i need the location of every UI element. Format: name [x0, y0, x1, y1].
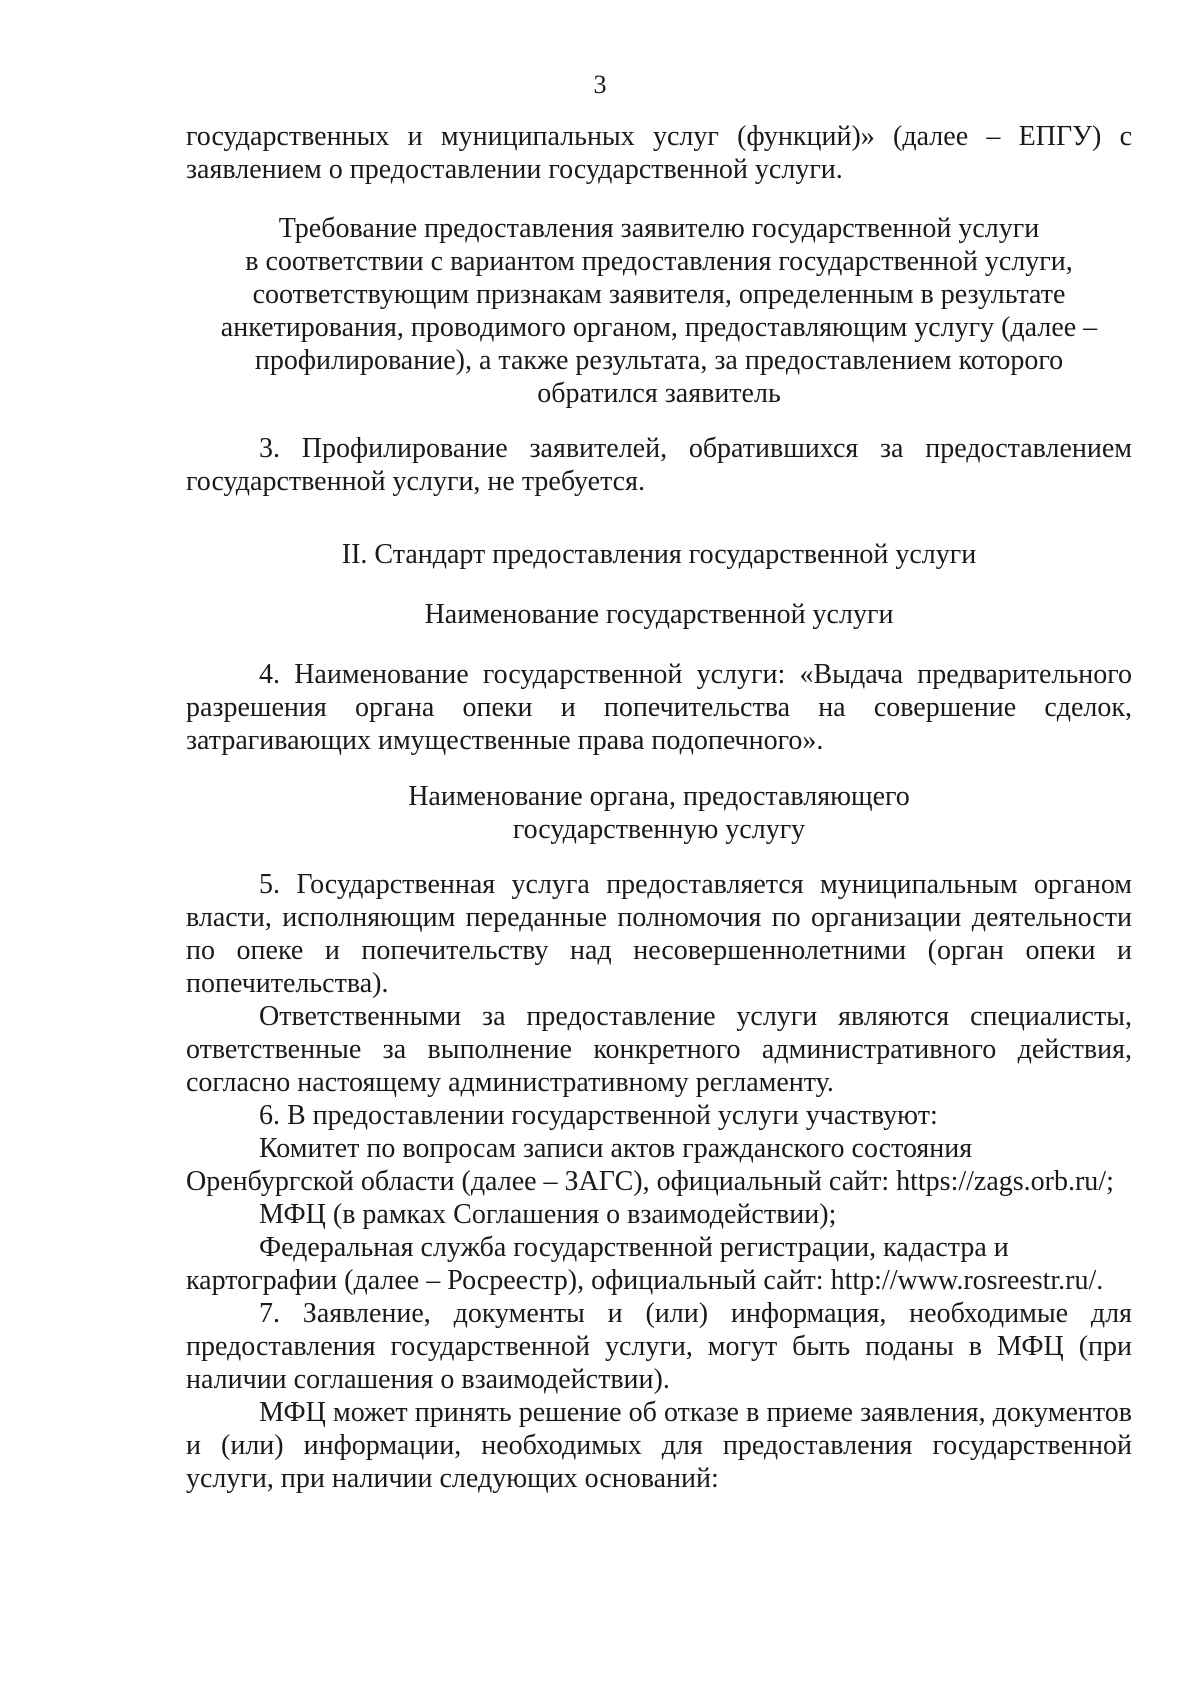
text-line: наличии соглашения о взаимодействии). — [186, 1364, 670, 1395]
text-line: заявлением о предоставлении государственной услуги. — [186, 154, 843, 185]
heading-profiling — [186, 212, 1132, 410]
text-line: Комитет по вопросам записи актов гражданского состояния — [259, 1133, 973, 1164]
text-line: 6. В предоставлении государственной услуги участвуют: — [259, 1100, 938, 1131]
heading-line: анкетирования, проводимого органом, предоставляющим услугу (далее – — [220, 312, 1098, 343]
heading-line: государственную услугу — [512, 814, 806, 845]
text-line: разрешения органа опеки и попечительства на совершение сделок, — [186, 692, 1132, 723]
intro-paragraph — [186, 120, 1132, 186]
heading-line: профилирование), а также результата, за предоставлением которого — [254, 345, 1064, 376]
heading-line: в соответствии с вариантом предоставления государственной услуги, — [245, 246, 1073, 277]
paragraph-5b — [186, 1000, 1132, 1099]
text-line: попечительства). — [186, 968, 389, 999]
text-line: затрагивающих имущественные права подопечного». — [186, 725, 824, 756]
paragraph-5 — [186, 868, 1132, 1000]
text-line: МФЦ (в рамках Соглашения о взаимодействии); — [259, 1199, 837, 1230]
page-number: 3 — [593, 70, 607, 99]
text-line: 7. Заявление, документы и (или) информация, необходимые для — [259, 1298, 1132, 1329]
text-line: МФЦ может принять решение об отказе в приеме заявления, документов — [259, 1397, 1132, 1428]
paragraph-7 — [186, 1297, 1132, 1396]
text-line: картографии (далее – Росреестр), официальный сайт: http://www.rosreestr.ru/. — [186, 1265, 1104, 1296]
text-line: 5. Государственная услуга предоставляется муниципальным органом — [259, 869, 1132, 900]
text-line: Оренбургской области (далее – ЗАГС), официальный сайт: https://zags.orb.ru/; — [186, 1166, 1114, 1197]
text-line: и (или) информации, необходимых для предоставления государственной — [186, 1430, 1132, 1461]
text-line: власти, исполняющим переданные полномочия по организации деятельности — [186, 902, 1132, 933]
paragraph-4 — [186, 658, 1132, 757]
heading-line: Наименование органа, предоставляющего — [408, 781, 910, 812]
text-line: услуги, при наличии следующих оснований: — [186, 1463, 719, 1494]
paragraph-6 — [186, 1099, 1132, 1297]
heading-line: Требование предоставления заявителю государственной услуги — [278, 213, 1040, 244]
text-line: государственной услуги, не требуется. — [186, 466, 645, 497]
heading-organ — [186, 780, 1132, 846]
paragraph-3 — [186, 432, 1132, 498]
text-line: 4. Наименование государственной услуги: «Выдача предварительного — [259, 659, 1132, 690]
paragraph-7b — [186, 1396, 1132, 1495]
text-line: Федеральная служба государственной регистрации, кадастра и — [259, 1232, 1009, 1263]
text-line: государственных и муниципальных услуг (функций)» (далее – ЕПГУ) с — [186, 121, 1132, 152]
text-line: согласно настоящему административному регламенту. — [186, 1067, 834, 1098]
section-title: II. Стандарт предоставления государственной услуги — [341, 539, 977, 570]
text-line: ответственные за выполнение конкретного административного действия, — [186, 1034, 1132, 1065]
heading-line: соответствующим признакам заявителя, определенным в результате — [252, 279, 1066, 310]
heading-service-name: Наименование государственной услуги — [424, 599, 894, 630]
heading-line: обратился заявитель — [537, 378, 781, 409]
text-line: 3. Профилирование заявителей, обратившихся за предоставлением — [259, 433, 1132, 464]
text-line: предоставления государственной услуги, могут быть поданы в МФЦ (при — [186, 1331, 1132, 1362]
text-line: Ответственными за предоставление услуги являются специалисты, — [259, 1001, 1132, 1032]
text-line: по опеке и попечительству над несовершеннолетними (орган опеки и — [186, 935, 1132, 966]
